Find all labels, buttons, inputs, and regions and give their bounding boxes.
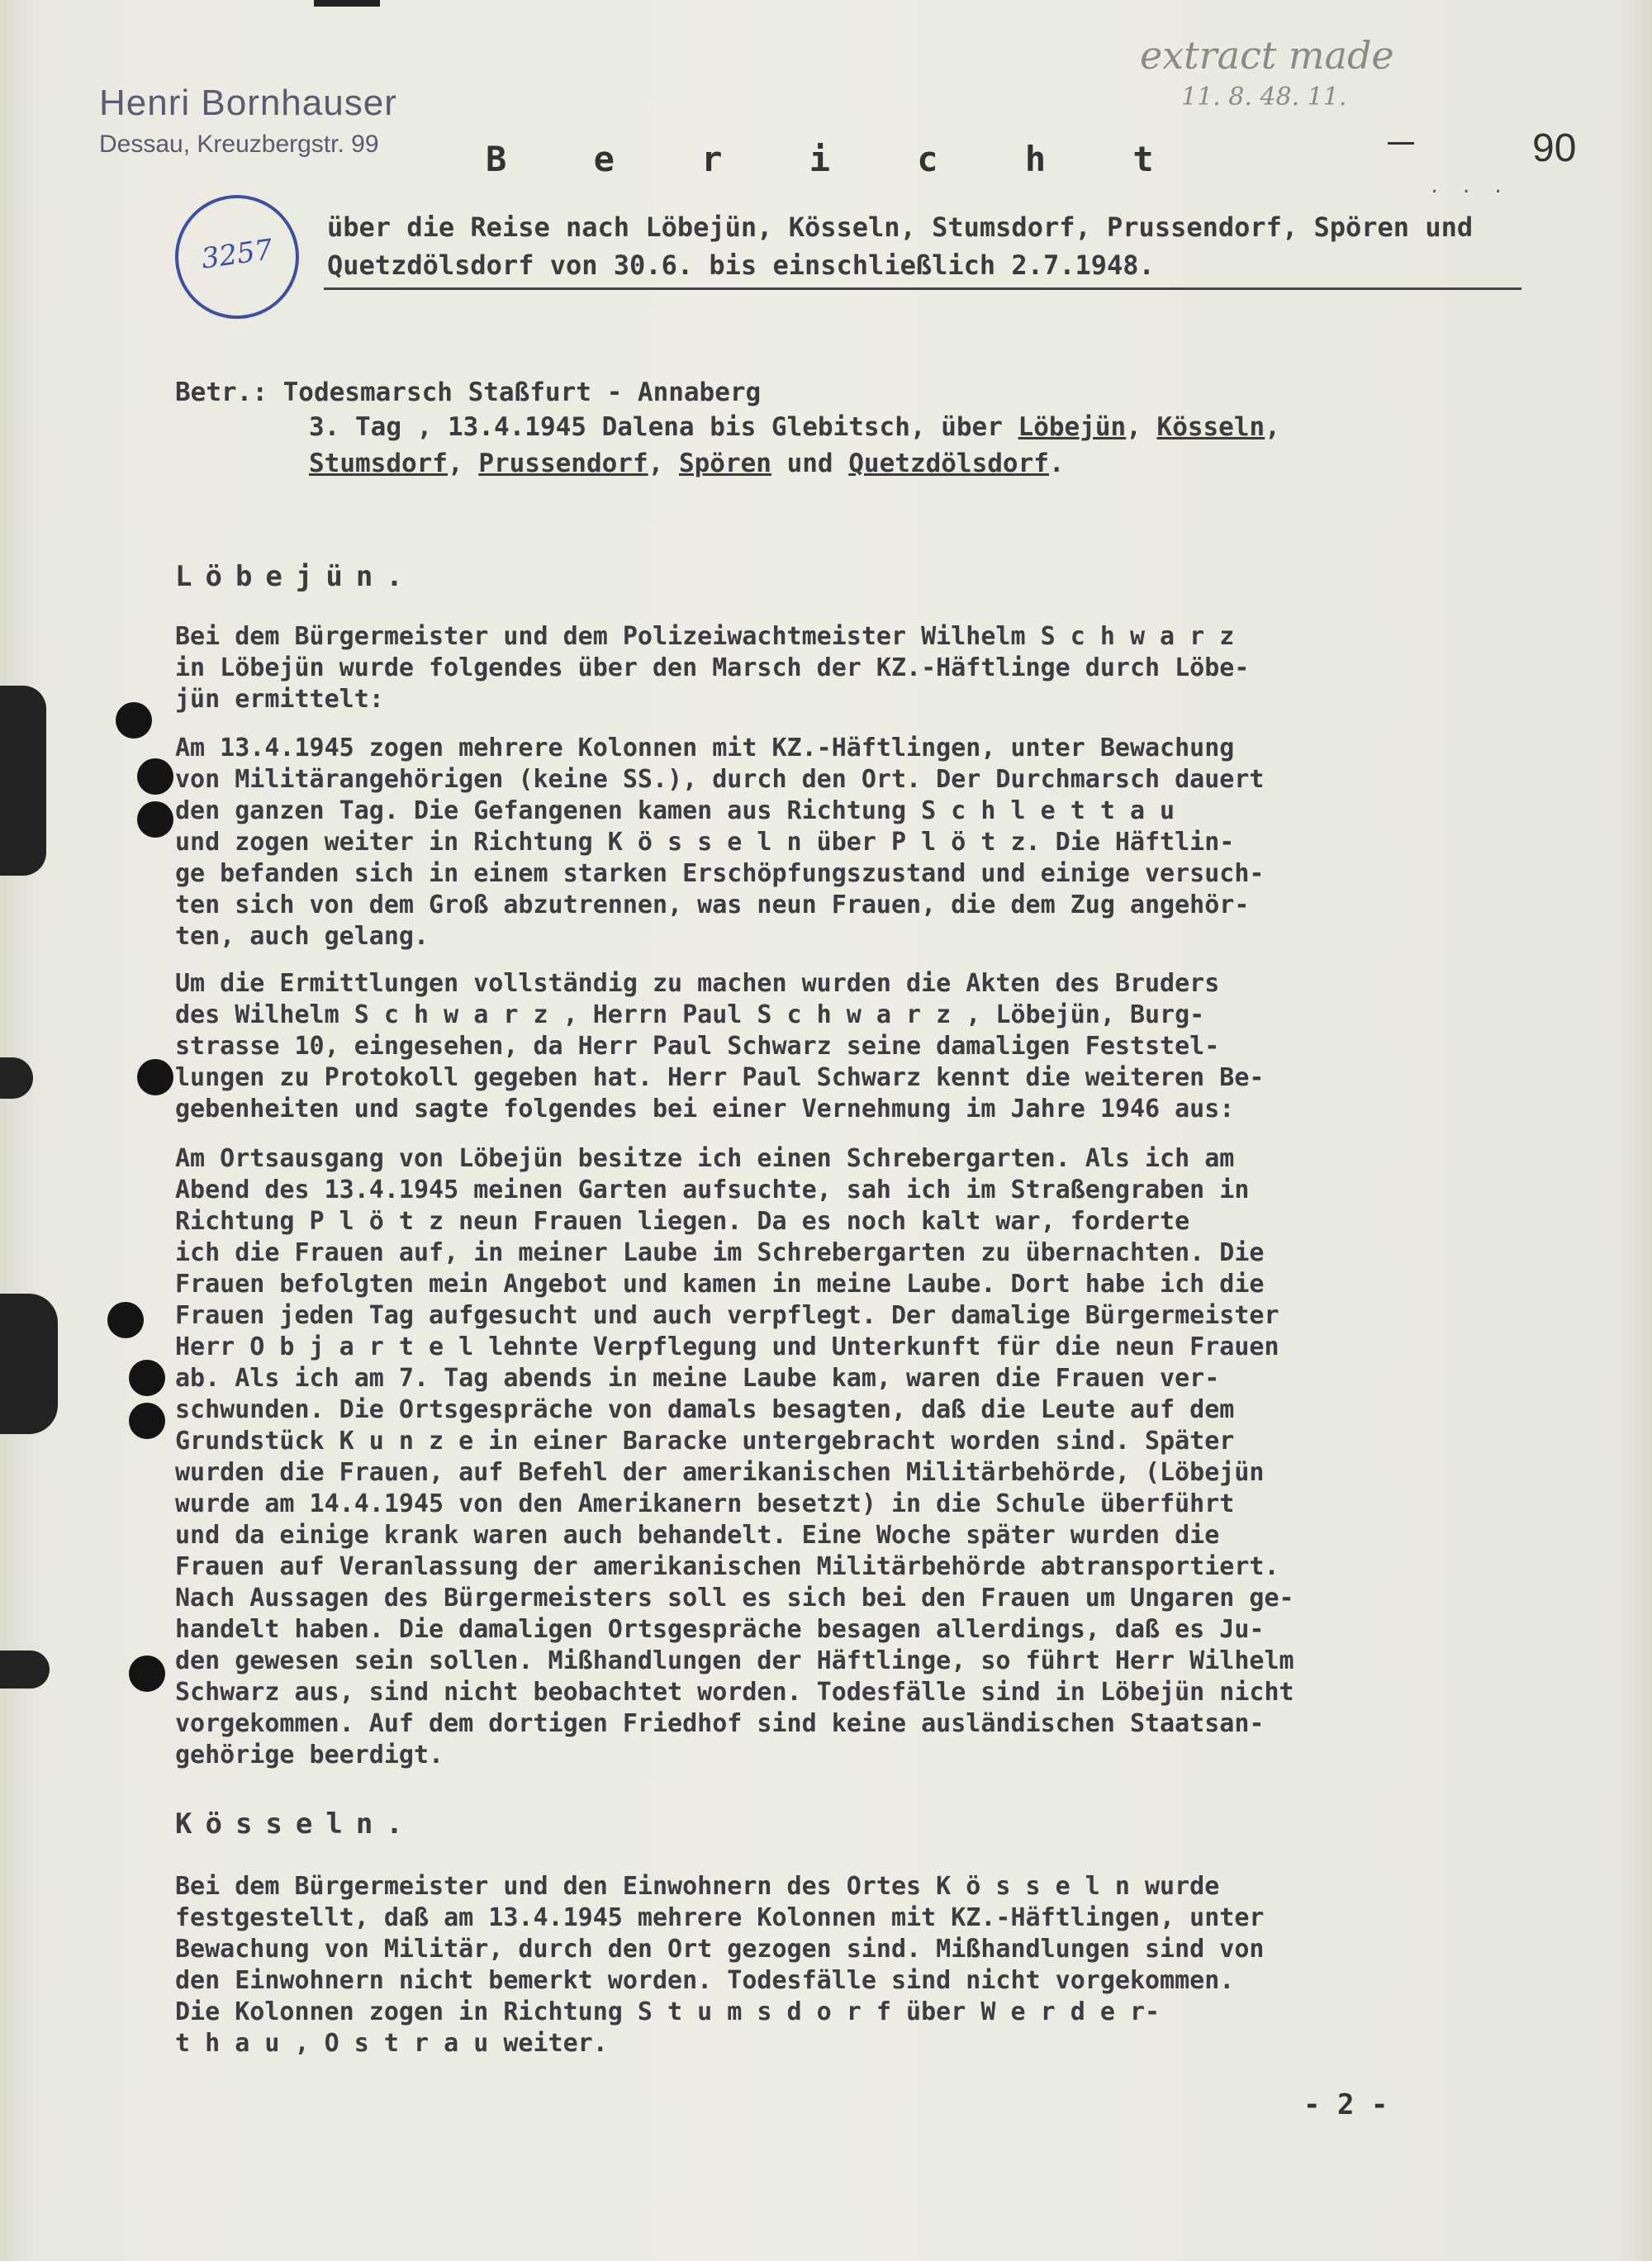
section-heading-koesseln: Kösseln. [175,1807,416,1841]
loebejuen-paragraph-2: Am 13.4.1945 zogen mehrere Kolonnen mit KZ.-Häftlingen, unter Bewachung von Militärangehörigen (keine SS.), durch den Ort. Der Durchmarsch dauert den ganzen Tag. Die Gefangenen kamen aus Richtung S c h l e t t a u und zogen weiter in Richtung K ö s s e l n über P l ö t z. Die Häftlin- ge befanden sich in einem starken Erschöpfungszustand und einige versuch- ten sich von dem Groß abzutrennen, was neun Frauen, die dem Zug angehör- ten, auch gelang. [175,734,1265,951]
edge-shadow-3 [0,1294,58,1434]
punch-hole-4 [137,1059,173,1095]
koesseln-paragraph-1: Bei dem Bürgermeister und den Einwohnern des Ortes K ö s s e l n wurde festgestellt, daß am 13.4.1945 mehrere Kolonnen mit KZ.-Häftlingen, unter Bewachung von Militär, durch den Ort gezogen sind. Mißhandlungen sind von den Einwohnern nicht bemerkt worden. Todesfälle sind nicht vorgekommen. Die Kolonnen zogen in Richtung S t u m s d o r f über W e r d e r- t h a u , O s t r a u weiter. [175,1872,1265,2058]
place-koesseln: Kösseln [1156,412,1265,442]
handwritten-note: extract made [1140,33,1394,78]
place-sporen: Spören [678,449,771,478]
punch-hole-1 [116,702,152,739]
archive-circle-stamp [175,195,299,319]
place-stumsdorf: Stumsdorf [309,449,448,478]
archive-stamp-number: 3257 [199,233,275,276]
edge-shadow-4 [0,1651,50,1689]
sender-address: Dessau, Kreuzbergstr. 99 [99,131,379,158]
place-loebejuen: Löbejün [1018,412,1127,442]
sender-name: Henri Bornhauser [99,83,397,123]
place-prussendorf: Prussendorf [478,449,648,478]
punch-hole-6 [129,1360,165,1396]
punch-hole-7 [129,1403,165,1439]
punch-hole-3 [137,801,173,838]
next-page-marker: - 2 - [1303,2088,1389,2121]
handwritten-date: 11. 8. 48. 11. [1181,83,1347,112]
top-edge-mark [314,0,380,7]
section-heading-loebejuen: Löbejün. [175,560,416,593]
subject-detail-line: 3. Tag , 13.4.1945 Dalena bis Glebitsch, über Löbejün, Kösseln, [309,412,1280,442]
subject-line: Betr.: Todesmarsch Staßfurt - Annaberg [175,378,762,407]
subject-places-line: Stumsdorf, Prussendorf, Spören und Quetzdölsdorf. [309,449,1065,478]
place-quetzdoelsdorf: Quetzdölsdorf [848,449,1049,478]
dots-mark: . . . [1429,177,1509,197]
edge-shadow-2 [0,1057,33,1099]
punch-hole-8 [129,1655,165,1692]
loebejuen-paragraph-4: Am Ortsausgang von Löbejün besitze ich einen Schrebergarten. Als ich am Abend des 13.4.1945 meinen Garten aufsuchte, sah ich im Straßengraben in Richtung P l ö t z neun Frauen liegen. Da es noch kalt war, forderte ich die Frauen auf, in meiner Laube im Schrebergarten zu übernachten. Die Frauen befolgten mein Angebot und kamen in meine Laube. Dort habe ich die Frauen jeden Tag aufgesucht und auch verpflegt. Der damalige Bürgermeister Herr O b j a r t e l lehnte Verpflegung und Unterkunft für die neun Frauen ab. Als ich am 7. Tag abends in meine Laube kam, waren die Frauen ver- schwunden. Die Ortsgespräche von damals besagten, daß die Leute auf dem Grundstück K u n z e in einer Baracke untergebracht worden sind. Später wurden die Frauen, auf Befehl der amerikanischen Militärbehörde, (Löbejün wurde am 14.4.1945 von den Amerikanern besetzt) in die Schule überführt und da einige krank waren auch behandelt. Eine Woche später wurden die Frauen auf Veranlassung der amerikanischen Militärbehörde abtransportiert. Nach Aussagen des Bürgermeisters soll es sich bei den Frauen um Ungaren ge- handelt haben. Die damaligen Ortsgespräche besagen allerdings, daß es Ju- den gewesen sein sollen. Mißhandlungen der Häftlinge, so führt Herr Wilhelm Schwarz aus, sind nicht beobachtet worden. Todesfälle sind in Löbejün nicht vorgekommen. Auf dem dortigen Friedhof sind keine ausländischen Staatsan- gehörige beerdigt. [175,1144,1294,1769]
punch-hole-2 [137,758,173,795]
loebejuen-paragraph-3: Um die Ermittlungen vollständig zu machen wurden die Akten des Bruders des Wilhelm S c h w a r z , Herrn Paul S c h w a r z , Löbejün, Burg- strasse 10, eingesehen, da Herr Paul Schwarz seine damaligen Feststel- lungen zu Protokoll gegeben hat. Herr Paul Schwarz kennt die weiteren Be- gebenheiten und sagte folgendes bei einer Vernehmung im Jahre 1946 aus: [175,969,1265,1123]
report-title: B e r i c h t [486,139,1187,179]
page-number: 90 [1532,126,1577,170]
punch-hole-5 [107,1302,144,1338]
title-underline [324,287,1521,290]
subject-day-route: 3. Tag , 13.4.1945 Dalena bis Glebitsch, über [309,412,1003,442]
edge-shadow-1 [0,686,46,876]
loebejuen-paragraph-1: Bei dem Bürgermeister und dem Polizeiwachtmeister Wilhelm S c h w a r z in Löbejün wurde folgendes über den Marsch der KZ.-Häftlinge durch Löbe- jün ermittelt: [175,622,1250,714]
report-subtitle: über die Reise nach Löbejün, Kösseln, Stumsdorf, Prussendorf, Spören und Quetzdölsdorf von 30.6. bis einschließlich 2.7.1948. [327,211,1474,281]
dash-mark [1388,142,1414,145]
